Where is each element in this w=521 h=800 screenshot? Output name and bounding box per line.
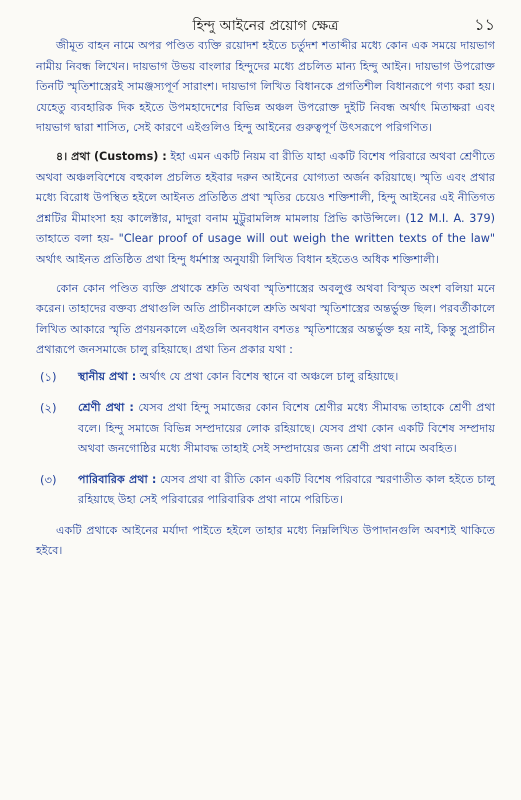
running-header bbox=[36, 10, 495, 36]
paragraph-dayabhaga: জীমূত বাহন নামে অপর পণ্ডিত ব্যক্তি রয়োদশ হইতে চর্তুদশ শতাব্দীর মধ্যে কোন এক সময়ে দায়ভাগ নামীয় নিবন্ধ লিখেন। দায়ভাগ উভয় বাংলার হিন্দুদের মধ্যে প্রচলিত মান্য হিন্দু আইন। দায়ভাগ উপরোক্ত তিনটি স্মৃতিশাস্ত্রেরই সামঞ্জস্যপূর্ণ সারাংশ। দায়ভাগ লিখিত বিধানকে প্রগতিশীল বিধানরূপে গণ্য করা হয়। যেহেতু ব্যবহারিক দিক হইতে উপমহাদেশের বিভিন্ন অঞ্চল উপরোক্ত দুইটি নিবন্ধ অর্থাৎ মিতাক্ষরা এবং দায়ভাগ দ্বারা শাসিত, সেই কারণে এইগুলিও হিন্দু আইনের গুরুত্বপূর্ণ উৎসরূপে পরিগণিত। bbox=[36, 39, 495, 135]
list-item-number: (৩) bbox=[40, 472, 57, 487]
list-item-body bbox=[78, 367, 495, 388]
customs-text: ইহা এমন একটি নিয়ম বা রীতি যাহা একটি বিশেষ পরিবারে অথবা শ্রেণীতে অথবা অঞ্চলবিশেষে বহুকাল প্রচলিত হইবার দরুন আইনের যোগ্যতা অর্জন করিয়াছে। স্মৃতি এবং প্রথার মধ্যে বিরোধ উপস্থিত হইলে আইনত প্রতিষ্ঠিত প্রথা স্মৃতির চেয়েও শক্তিশালী, হিন্দু আইনের এই নীতিগত প্রশ্নটির মীমাংসা হয় কালেক্টার, মাদুরা বনাম মুট্টুরামলিঙ্গ মামলায় প্রিভি কাউন্সিলে। (12 M.I. A. 379) তাহাতে বলা হয়- "Clear proof of usage will out weigh the written texts of the law" অর্থাৎ আইনত প্রতিষ্ঠিত প্রথা হিন্দু ধর্মশাস্ত্র অনুযায়ী লিখিত বিধান হইতেও অধিক শক্তিশালী। bbox=[36, 149, 496, 266]
list-item-body bbox=[78, 398, 495, 460]
list-item-number: (২) bbox=[40, 400, 57, 415]
paragraph-custom-origins: কোন কোন পণ্ডিত ব্যক্তি প্রথাকে শ্রুতি অথবা স্মৃতিশাস্ত্রের অবলুপ্ত অথবা বিস্মৃত অংশ বলিয়া মনে করেন। তাহাদের বক্তব্য প্রথাগুলি অতি প্রাচীনকালে শ্রুতি অথবা স্মৃতিশাস্ত্রের অন্তর্ভুক্ত ছিল। পরবর্তীকালে লিখিত আকারে স্মৃতি প্রণয়নকালে এইগুলি অনবধান বশতঃ স্মৃতিশাস্ত্রের অন্তর্ভুক্ত হয় নাই, কিন্তু সুপ্রাচীন প্রথারূপে জনসমাজে চালু রহিয়াছে। প্রথা তিন প্রকার যথা : bbox=[36, 281, 495, 357]
list-item-term: পারিবারিক প্রথা : bbox=[78, 472, 157, 486]
paragraph-customs bbox=[36, 147, 495, 271]
list-item bbox=[36, 398, 495, 460]
page-title: হিন্দু আইনের প্রয়োগ ক্ষেত্র bbox=[192, 18, 339, 34]
list-item-text: অর্থাৎ যে প্রথা কোন বিশেষ স্থানে বা অঞ্চলে চালু রহিয়াছে। bbox=[136, 369, 399, 383]
list-item bbox=[36, 367, 495, 388]
paragraph-custom-requirements: একটি প্রথাকে আইনের মর্যাদা পাইতে হইলে তাহার মধ্যে নিম্নলিখিত উপাদানগুলি অবশ্যই থাকিতে হইবে। bbox=[36, 523, 495, 558]
list-item bbox=[36, 470, 495, 511]
list-item-text: যেসব প্রথা বা রীতি কোন একটি বিশেষ পরিবারে স্মরণাতীত কাল হইতে চালু রহিয়াছে উহা সেই পরিবারের পারিবারিক প্রথা নামে পরিচিত। bbox=[78, 472, 496, 507]
list-item-term: স্থানীয় প্রথা : bbox=[78, 369, 137, 383]
customs-heading: ৪। প্রথা (Customs) : bbox=[56, 149, 167, 163]
page-number: ১১ bbox=[474, 15, 495, 34]
list-item-number: (১) bbox=[40, 369, 57, 384]
list-item-body bbox=[78, 470, 495, 511]
custom-types-list bbox=[36, 367, 495, 511]
list-item-text: যেসব প্রথা হিন্দু সমাজের কোন বিশেষ শ্রেণীর মধ্যে সীমাবদ্ধ তাহাকে শ্রেণী প্রথা বলে। হিন্দু সমাজে বিভিন্ন সম্প্রদায়ের লোক রহিয়াছে। যেসব প্রথা কোন একটি বিশেষ সম্প্রদায় অথবা জনগোষ্ঠির মধ্যে সীমাবদ্ধ তাহাই সেই সম্প্রদায়ের জন্য শ্রেণী প্রথা নামে অবহিত। bbox=[78, 400, 495, 456]
list-item-term: শ্রেণী প্রথা : bbox=[78, 400, 134, 414]
